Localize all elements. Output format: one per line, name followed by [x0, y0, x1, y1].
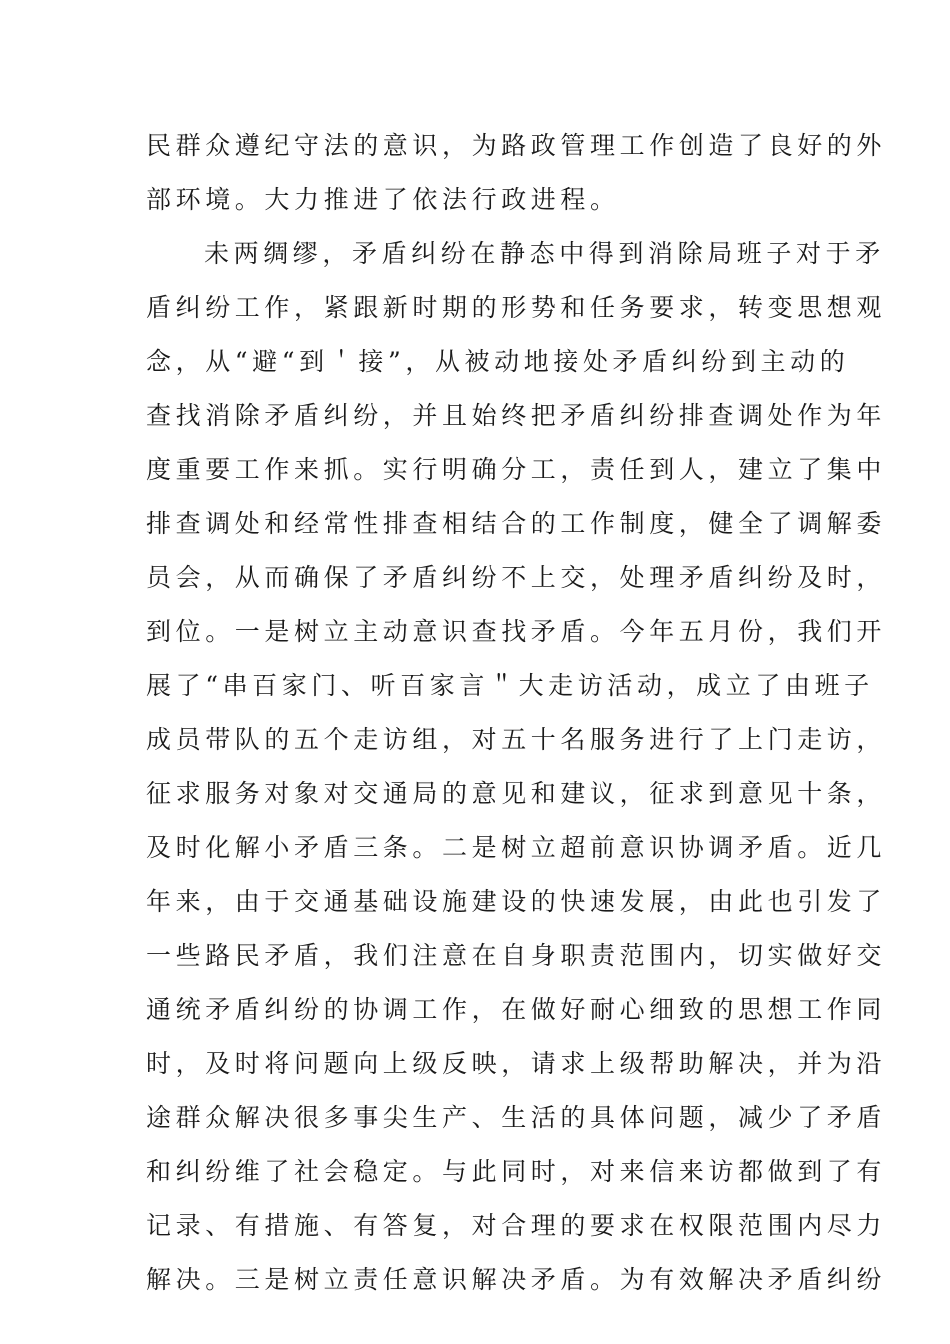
- text-line: 员会，从而确保了矛盾纠纷不上交，处理矛盾纠纷及时，: [146, 563, 887, 592]
- text-line: 途群众解决很多事尖生产、生活的具体问题，减少了矛盾: [146, 1103, 887, 1132]
- text-line: 通统矛盾纠纷的协调工作，在做好耐心细致的思想工作同: [146, 995, 887, 1024]
- text-line: 年来，由于交通基础设施建设的快速发展，由此也引发了: [146, 887, 887, 916]
- text-line: 民群众遵纪守法的意识，为路政管理工作创造了良好的外: [146, 131, 887, 160]
- text-line: 一些路民矛盾，我们注意在自身职责范围内，切实做好交: [146, 941, 887, 970]
- text-line: 念，从“避“到＇接”，从被动地接处矛盾纠纷到主动的: [146, 347, 850, 376]
- text-line: 部环境。大力推进了依法行政进程。: [146, 185, 620, 214]
- text-line: 记录、有措施、有答复，对合理的要求在权限范围内尽力: [146, 1211, 887, 1240]
- text-line: 和纠纷维了社会稳定。与此同时，对来信来访都做到了有: [146, 1157, 887, 1186]
- text-line: 及时化解小矛盾三条。二是树立超前意识协调矛盾。近几: [146, 833, 887, 862]
- text-line: 成员带队的五个走访组，对五十名服务进行了上门走访，: [146, 725, 887, 754]
- body-text: [146, 119, 887, 1307]
- text-line: 排查调处和经常性排查相结合的工作制度，健全了调解委: [146, 509, 887, 538]
- text-line: 时，及时将问题向上级反映，请求上级帮助解决，并为沿: [146, 1049, 887, 1078]
- text-line: 盾纠纷工作，紧跟新时期的形势和任务要求，转变思想观: [146, 293, 887, 322]
- text-line: 解决。三是树立责任意识解决矛盾。为有效解决矛盾纠纷: [146, 1265, 887, 1294]
- paragraph-first-line: 未两绸缪，矛盾纠纷在静态中得到消除局班子对于矛: [204, 239, 885, 268]
- text-line: 征求服务对象对交通局的意见和建议，征求到意见十条，: [146, 779, 887, 808]
- text-line: 查找消除矛盾纠纷，并且始终把矛盾纠纷排查调处作为年: [146, 401, 887, 430]
- text-line: 度重要工作来抓。实行明确分工，责任到人，建立了集中: [146, 455, 887, 484]
- text-line: 到位。一是树立主动意识查找矛盾。今年五月份，我们开: [146, 617, 887, 646]
- text-line: 展了“串百家门、听百家言＂大走访活动，成立了由班子: [146, 671, 874, 700]
